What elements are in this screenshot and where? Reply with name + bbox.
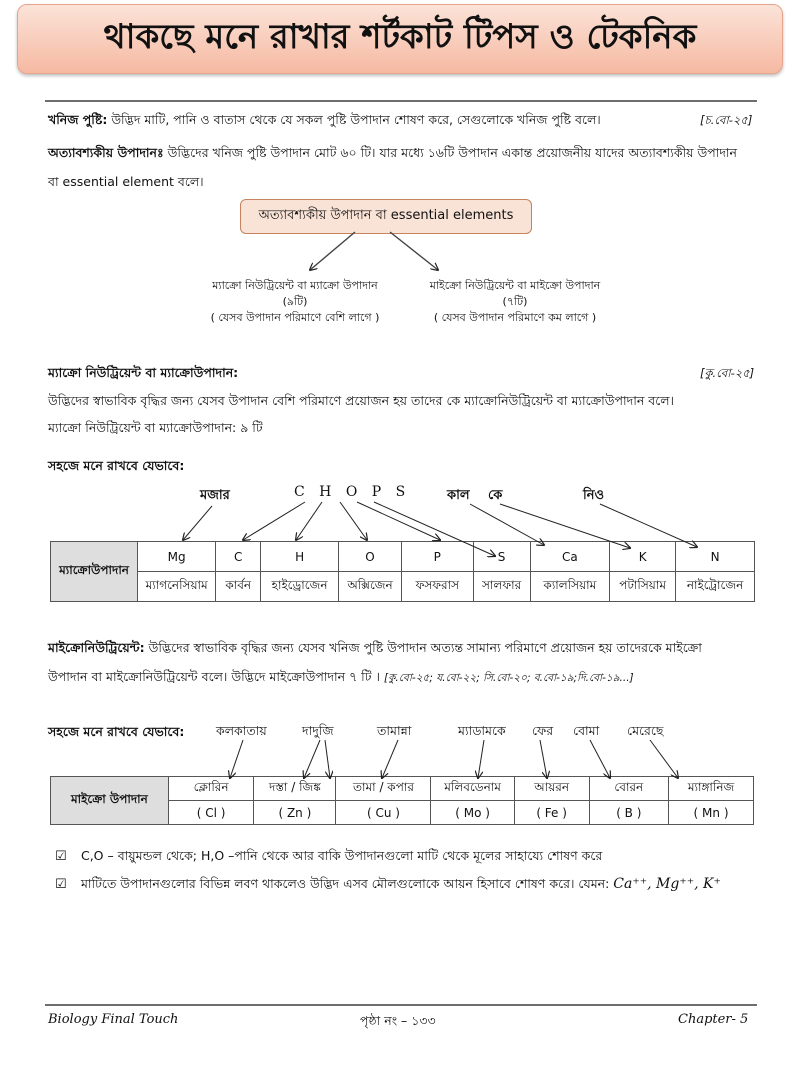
arrow-to-macro (310, 232, 355, 270)
macro-branch-title: ম্যাক্রো নিউট্রিয়েন্ট বা ম্যাক্রো উপাদান (212, 279, 378, 292)
mnemonic-word-chops: C H O P S (294, 484, 411, 500)
arrow-s (374, 502, 495, 556)
arrow-mn (650, 740, 678, 778)
macro-definition: উদ্ভিদের স্বাভাবিক বৃদ্ধির জন্য যেসব উপাদান বেশি পরিমাণে প্রয়োজন হয় তাদের কে ম্যাক্রোনিউট্রিয়েন্ট বা ম্যাক্রোউপাদান বলে। (48, 393, 675, 408)
macro-symbol: O (339, 542, 402, 572)
macro-symbol: H (261, 542, 339, 572)
macro-heading: ম্যাক্রো নিউট্রিয়েন্ট বা ম্যাক্রোউপাদান: (48, 365, 239, 380)
micro-name: ম্যাঙ্গানিজ (669, 777, 754, 801)
micro-mnemonic-heading: সহজে মনে রাখবে যেভাবে: (48, 724, 185, 739)
macro-symbol: Ca (530, 542, 610, 572)
footer-page-number: পৃষ্ঠা নং – ১৩৩ (360, 1013, 436, 1028)
micro-mnemonic-word: বোমা (573, 723, 600, 738)
macro-name: পটাসিয়াম (610, 572, 676, 602)
micro-mnemonic-word: মেরেছে (627, 723, 664, 738)
macro-name: অক্সিজেন (339, 572, 402, 602)
essential-def-text: উদ্ভিদের খনিজ পুষ্টি উপাদান মোট ৬০ টি। যার মধ্যে ১৬টি উপাদান একান্ত প্রয়োজনীয় যাদের অত্যাবশ্যকীয় উপাদান (163, 145, 737, 160)
micro-symbol: ( B ) (589, 801, 669, 825)
macro-branch-note: ( যেসব উপাদান পরিমাণে বেশি লাগে ) (210, 311, 380, 324)
micro-branch-note: ( যেসব উপাদান পরিমাণে কম লাগে ) (433, 311, 597, 324)
essential-elements-def-line2: বা essential element বলে। (48, 174, 204, 189)
macro-name: হাইড্রোজেন (261, 572, 339, 602)
micro-symbol: ( Zn ) (254, 801, 336, 825)
macro-name: ফসফরাস (402, 572, 473, 602)
arrow-h (296, 502, 322, 540)
micro-mnemonic-word: কলকাতায় (216, 723, 267, 738)
macro-table-head: ম্যাক্রোউপাদান (51, 542, 138, 602)
mnemonic-word-kal: কাল (447, 488, 470, 503)
arrow-mojar-mg (183, 506, 212, 540)
macro-branch-count: (৯টি) (282, 295, 308, 308)
micro-branch-title: মাইক্রো নিউট্রিয়েন্ট বা মাইক্রো উপাদান (429, 279, 601, 292)
arrow-cl (230, 740, 243, 778)
macro-symbol: K (610, 542, 676, 572)
arrow-k (500, 504, 630, 548)
arrow-cu (382, 740, 398, 778)
macro-name: সালফার (473, 572, 530, 602)
arrow-fe (540, 740, 547, 778)
essential-elements-box: অত্যাবশ্যকীয় উপাদান বা essential elements (240, 199, 532, 234)
micro-symbol: ( Fe ) (514, 801, 589, 825)
arrow-c (243, 502, 305, 540)
macro-name: ম্যাগনেসিয়াম (138, 572, 216, 602)
source-ref: [চ.বো-২৫] (700, 113, 753, 127)
arrow-zn-1 (304, 740, 320, 778)
micro-symbol: ( Cu ) (336, 801, 431, 825)
bullet-text: C,O – বায়ুমন্ডল থেকে; H,O –পানি থেকে আর বাকি উপাদানগুলো মাটি থেকে মূলের সাহায্যে শোষণ করে (80, 848, 603, 863)
arrow-o (340, 502, 367, 540)
micro-mnemonic-word: ফের (532, 723, 554, 738)
page-banner-title: থাকছে মনে রাখার শর্টকাট টিপস ও টেকনিক (17, 4, 783, 74)
checkbox-icon: ☑ (55, 877, 67, 892)
term-mineral-nutrition: খনিজ পুষ্টি: (48, 112, 108, 127)
micro-name: তামা / কপার (336, 777, 431, 801)
macro-name: ক্যালসিয়াম (530, 572, 610, 602)
micro-symbol: ( Cl ) (168, 801, 254, 825)
macro-mnemonic-heading: সহজে মনে রাখবে যেভাবে: (48, 458, 185, 473)
footer-chapter: Chapter- 5 (678, 1012, 749, 1027)
term-essential-elements: অত্যাবশ্যকীয় উপাদানঃ (48, 145, 164, 160)
mnemonic-word-nio: নিও (583, 488, 605, 503)
micro-symbol: ( Mo ) (431, 801, 514, 825)
micro-symbol: ( Mn ) (669, 801, 754, 825)
macro-symbol: Mg (138, 542, 216, 572)
macro-symbol: C (216, 542, 261, 572)
arrow-p (357, 502, 440, 540)
macro-count-line: ম্যাক্রো নিউট্রিয়েন্ট বা ম্যাক্রোউপাদান: ৯ টি (48, 420, 263, 435)
macro-name: কার্বন (216, 572, 261, 602)
micro-branch-count: (৭টি) (502, 295, 528, 308)
micro-name: আয়রন (514, 777, 589, 801)
macro-symbol: N (676, 542, 755, 572)
macro-source-ref: [কু.বো-২৫] (700, 366, 755, 380)
micro-name: বোরন (589, 777, 669, 801)
mnemonic-word-mojar: মজার (200, 488, 230, 503)
mnemonic-word-ke: কে (488, 488, 503, 503)
micro-mnemonic-word: দাদুজি (302, 723, 334, 738)
arrow-n (600, 504, 697, 547)
macro-name: নাইট্রোজেন (676, 572, 755, 602)
micro-name: দস্তা / জিঙ্ক (254, 777, 336, 801)
micro-mnemonic-word: তামান্না (377, 723, 412, 738)
macro-symbol: S (473, 542, 530, 572)
micro-def-text2: উপাদান বা মাইক্রোনিউট্রিয়েন্ট বলে। উদ্ভিদে মাইক্রোউপাদান ৭ টি । (48, 669, 380, 684)
arrow-b (590, 740, 610, 778)
micro-name: ক্লোরিন (168, 777, 254, 801)
arrow-to-micro (390, 232, 438, 270)
arrow-ca (470, 504, 544, 545)
footer-book-title: Biology Final Touch (48, 1012, 179, 1027)
micro-source-refs: [কু.বো-২৫; য.বো-২২; সি.বো-২০; ব.বো-১৯;দি.বো-১৯...] (383, 672, 634, 684)
micro-mnemonic-word: ম্যাডামকে (458, 723, 506, 738)
term-micronutrient: মাইক্রোনিউট্রিয়েন্ট: (48, 640, 145, 655)
bullet-text: মাটিতে উপাদানগুলোর বিভিন্ন লবণ থাকলেও উদ্ভিদ এসব মৌলগুলোকে আয়ন হিসাবে শোষণ করে। যেমন: (80, 876, 610, 891)
arrow-mo (478, 740, 484, 778)
arrow-zn-2 (325, 740, 330, 778)
ion-examples: Ca⁺⁺, Mg⁺⁺, K⁺ (613, 876, 721, 892)
micro-table-head: মাইক্রো উপাদান (51, 777, 169, 825)
micro-def-text: উদ্ভিদের স্বাভাবিক বৃদ্ধির জন্য যেসব খনিজ পুষ্টি উপাদান অত্যন্ত সামান্য পরিমাণে প্রয়োজন হয় তাদেরকে মাইক্রো (144, 640, 702, 655)
macro-symbol: P (402, 542, 473, 572)
micro-name: মলিবডেনাম (431, 777, 514, 801)
mineral-nutrition-text: উদ্ভিদ মাটি, পানি ও বাতাস থেকে যে সকল পুষ্টি উপাদান শোষণ করে, সেগুলোকে খনিজ পুষ্টি বলে। (107, 112, 601, 127)
checkbox-icon: ☑ (55, 849, 67, 864)
